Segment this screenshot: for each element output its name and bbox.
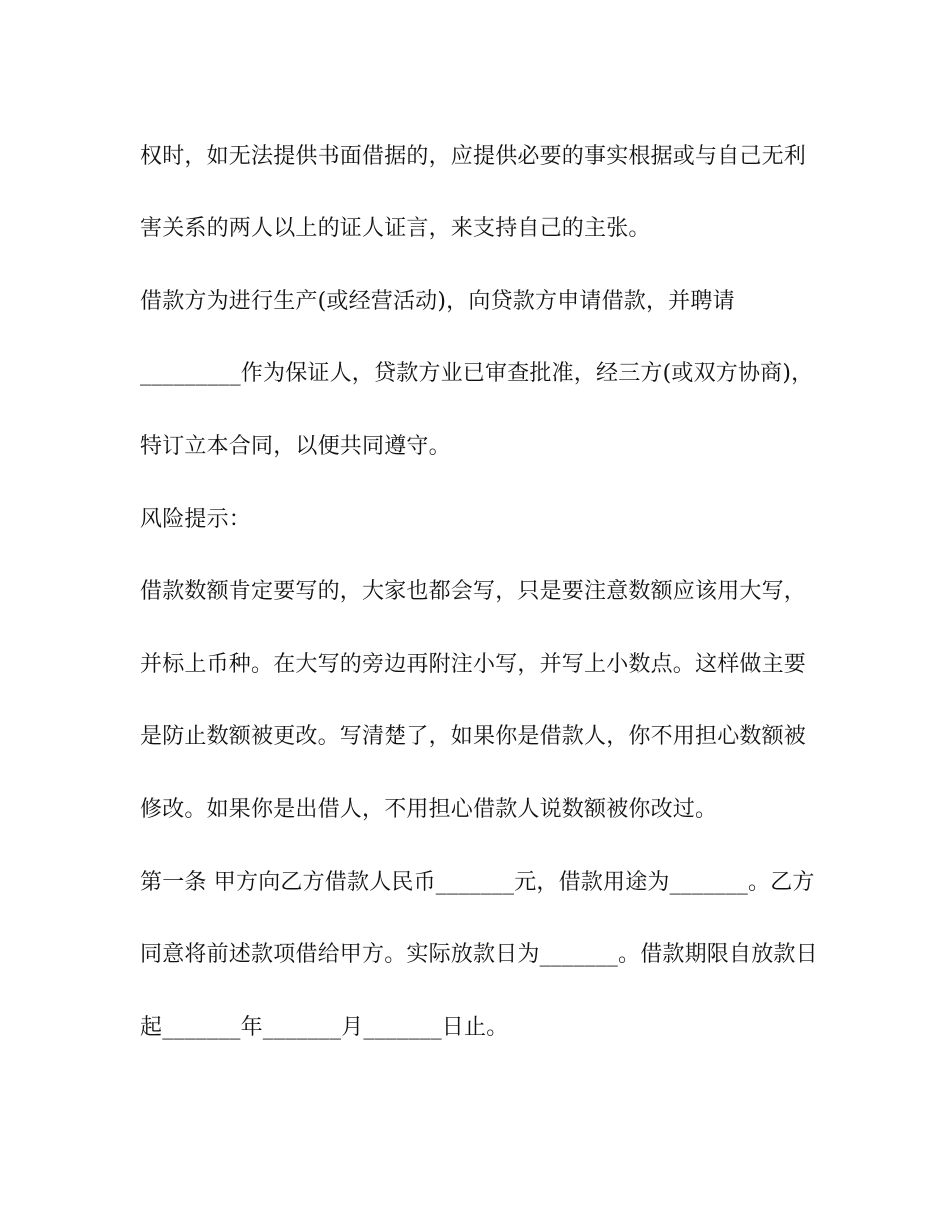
text-line: 同意将前述款项借给甲方。实际放款日为_______。借款期限自放款日 bbox=[140, 942, 818, 967]
text-line: 权时，如无法提供书面借据的，应提供必要的事实根据或与自己无利 bbox=[140, 144, 807, 169]
text-line: 借款数额肯定要写的，大家也都会写，只是要注意数额应该用大写， bbox=[140, 579, 807, 604]
text-line: 借款方为进行生产(或经营活动)，向贷款方申请借款，并聘请 bbox=[140, 289, 735, 314]
text-line: 害关系的两人以上的证人证言，来支持自己的主张。 bbox=[140, 216, 651, 241]
text-line: 起_______年_______月_______日止。 bbox=[140, 1015, 509, 1040]
text-line: _________作为保证人，贷款方业已审查批准，经三方(或双方协商)， bbox=[140, 361, 814, 386]
text-line: 修改。如果你是出借人，不用担心借款人说数额被你改过。 bbox=[140, 797, 718, 822]
text-line: 并标上币种。在大写的旁边再附注小写，并写上小数点。这样做主要 bbox=[140, 652, 807, 677]
text-line: 是防止数额被更改。写清楚了，如果你是借款人，你不用担心数额被 bbox=[140, 724, 807, 749]
section-heading: 风险提示： bbox=[140, 507, 252, 532]
text-line: 第一条 甲方向乙方借款人民币_______元，借款用途为_______。乙方 bbox=[140, 870, 815, 895]
text-line: 特订立本合同，以便共同遵守。 bbox=[140, 434, 451, 459]
